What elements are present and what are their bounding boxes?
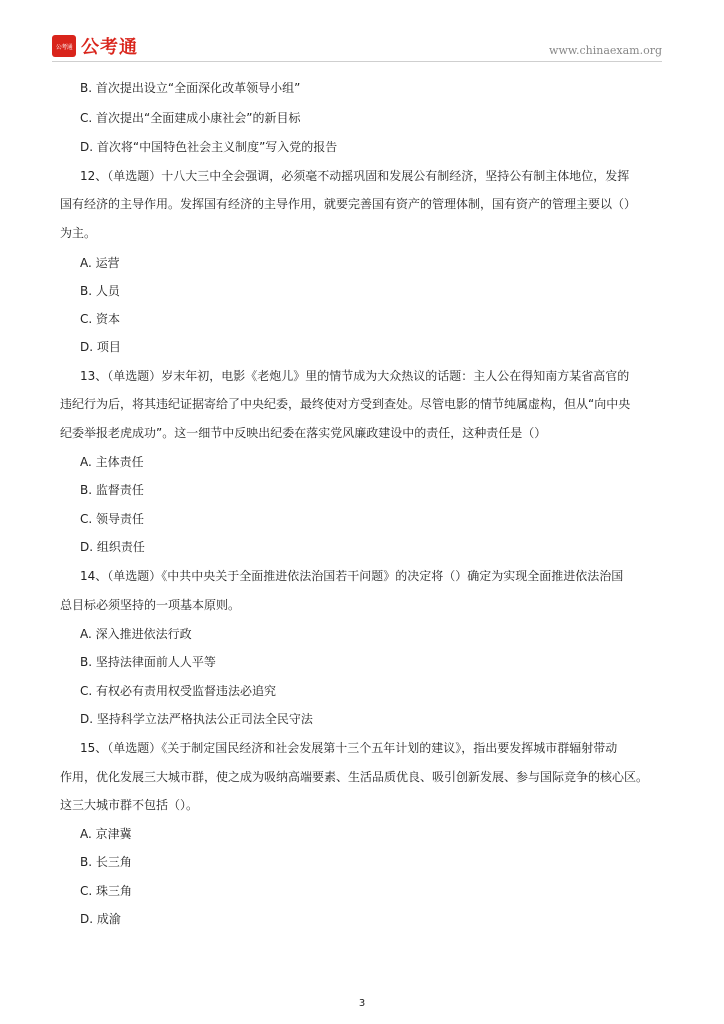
option-line: C. 领导责任	[80, 512, 145, 526]
header-divider	[52, 61, 662, 62]
question-stem-line: 12、（单选题）十八大三中全会强调，必须毫不动摇巩固和发展公有制经济，坚持公有制主体地位，发挥	[80, 169, 630, 183]
question-stem-line: 国有经济的主导作用。发挥国有经济的主导作用，就要完善国有资产的管理体制，国有资产的管理主要以（）	[60, 197, 637, 211]
question-stem-line: 作用，优化发展三大城市群，使之成为吸纳高端要素、生活品质优良、吸引创新发展、参与国际竞争的核心区。	[60, 770, 649, 784]
option-line: A. 运营	[80, 256, 120, 270]
question-stem-line: 为主。	[60, 226, 97, 240]
option-line: D. 成渝	[80, 912, 121, 926]
option-line: C. 有权必有责用权受监督违法必追究	[80, 684, 277, 698]
question-stem-line: 纪委举报老虎成功”。这一细节中反映出纪委在落实党风廉政建设中的责任，这种责任是（）	[60, 426, 547, 440]
option-line: D. 坚持科学立法严格执法公正司法全民守法	[80, 712, 313, 726]
option-line: B. 人员	[80, 284, 120, 298]
option-line: D. 组织责任	[80, 540, 145, 554]
option-line: D. 首次将“中国特色社会主义制度”写入党的报告	[80, 140, 338, 154]
option-line: D. 项目	[80, 340, 121, 354]
logo-text: 公考通	[81, 37, 138, 58]
option-line: B. 监督责任	[80, 483, 144, 497]
option-line: C. 首次提出“全面建成小康社会”的新目标	[80, 111, 301, 125]
question-stem-line: 15、（单选题）《关于制定国民经济和社会发展第十三个五年计划的建议》，指出要发挥城市群辐射带动	[80, 741, 618, 755]
option-line: C. 珠三角	[80, 884, 133, 898]
option-line: C. 资本	[80, 312, 121, 326]
question-stem-line: 违纪行为后，将其违纪证据寄给了中央纪委，最终使对方受到查处。尽管电影的情节纯属虚构，但从“向中央	[60, 397, 631, 411]
option-line: A. 主体责任	[80, 455, 144, 469]
brand-logo	[52, 33, 138, 59]
site-url: www.chinaexam.org	[549, 44, 662, 57]
question-stem-line: 总目标必须坚持的一项基本原则。	[60, 598, 241, 612]
option-line: B. 长三角	[80, 855, 132, 869]
question-stem-line: 14、（单选题）《中共中央关于全面推进依法治国若干问题》的决定将（）确定为实现全面推进依法治国	[80, 569, 624, 583]
option-line: B. 首次提出设立“全面深化改革领导小组”	[80, 81, 301, 95]
option-line: B. 坚持法律面前人人平等	[80, 655, 216, 669]
page-number: 3	[358, 998, 366, 1009]
logo-badge: 公考通	[52, 35, 76, 57]
page-header	[0, 0, 724, 64]
option-line: A. 京津冀	[80, 827, 132, 841]
question-stem-line: 13、（单选题）岁末年初，电影《老炮儿》里的情节成为大众热议的话题：主人公在得知南方某省高官的	[80, 369, 630, 383]
question-stem-line: 这三大城市群不包括（）。	[60, 798, 199, 812]
option-line: A. 深入推进依法行政	[80, 627, 192, 641]
